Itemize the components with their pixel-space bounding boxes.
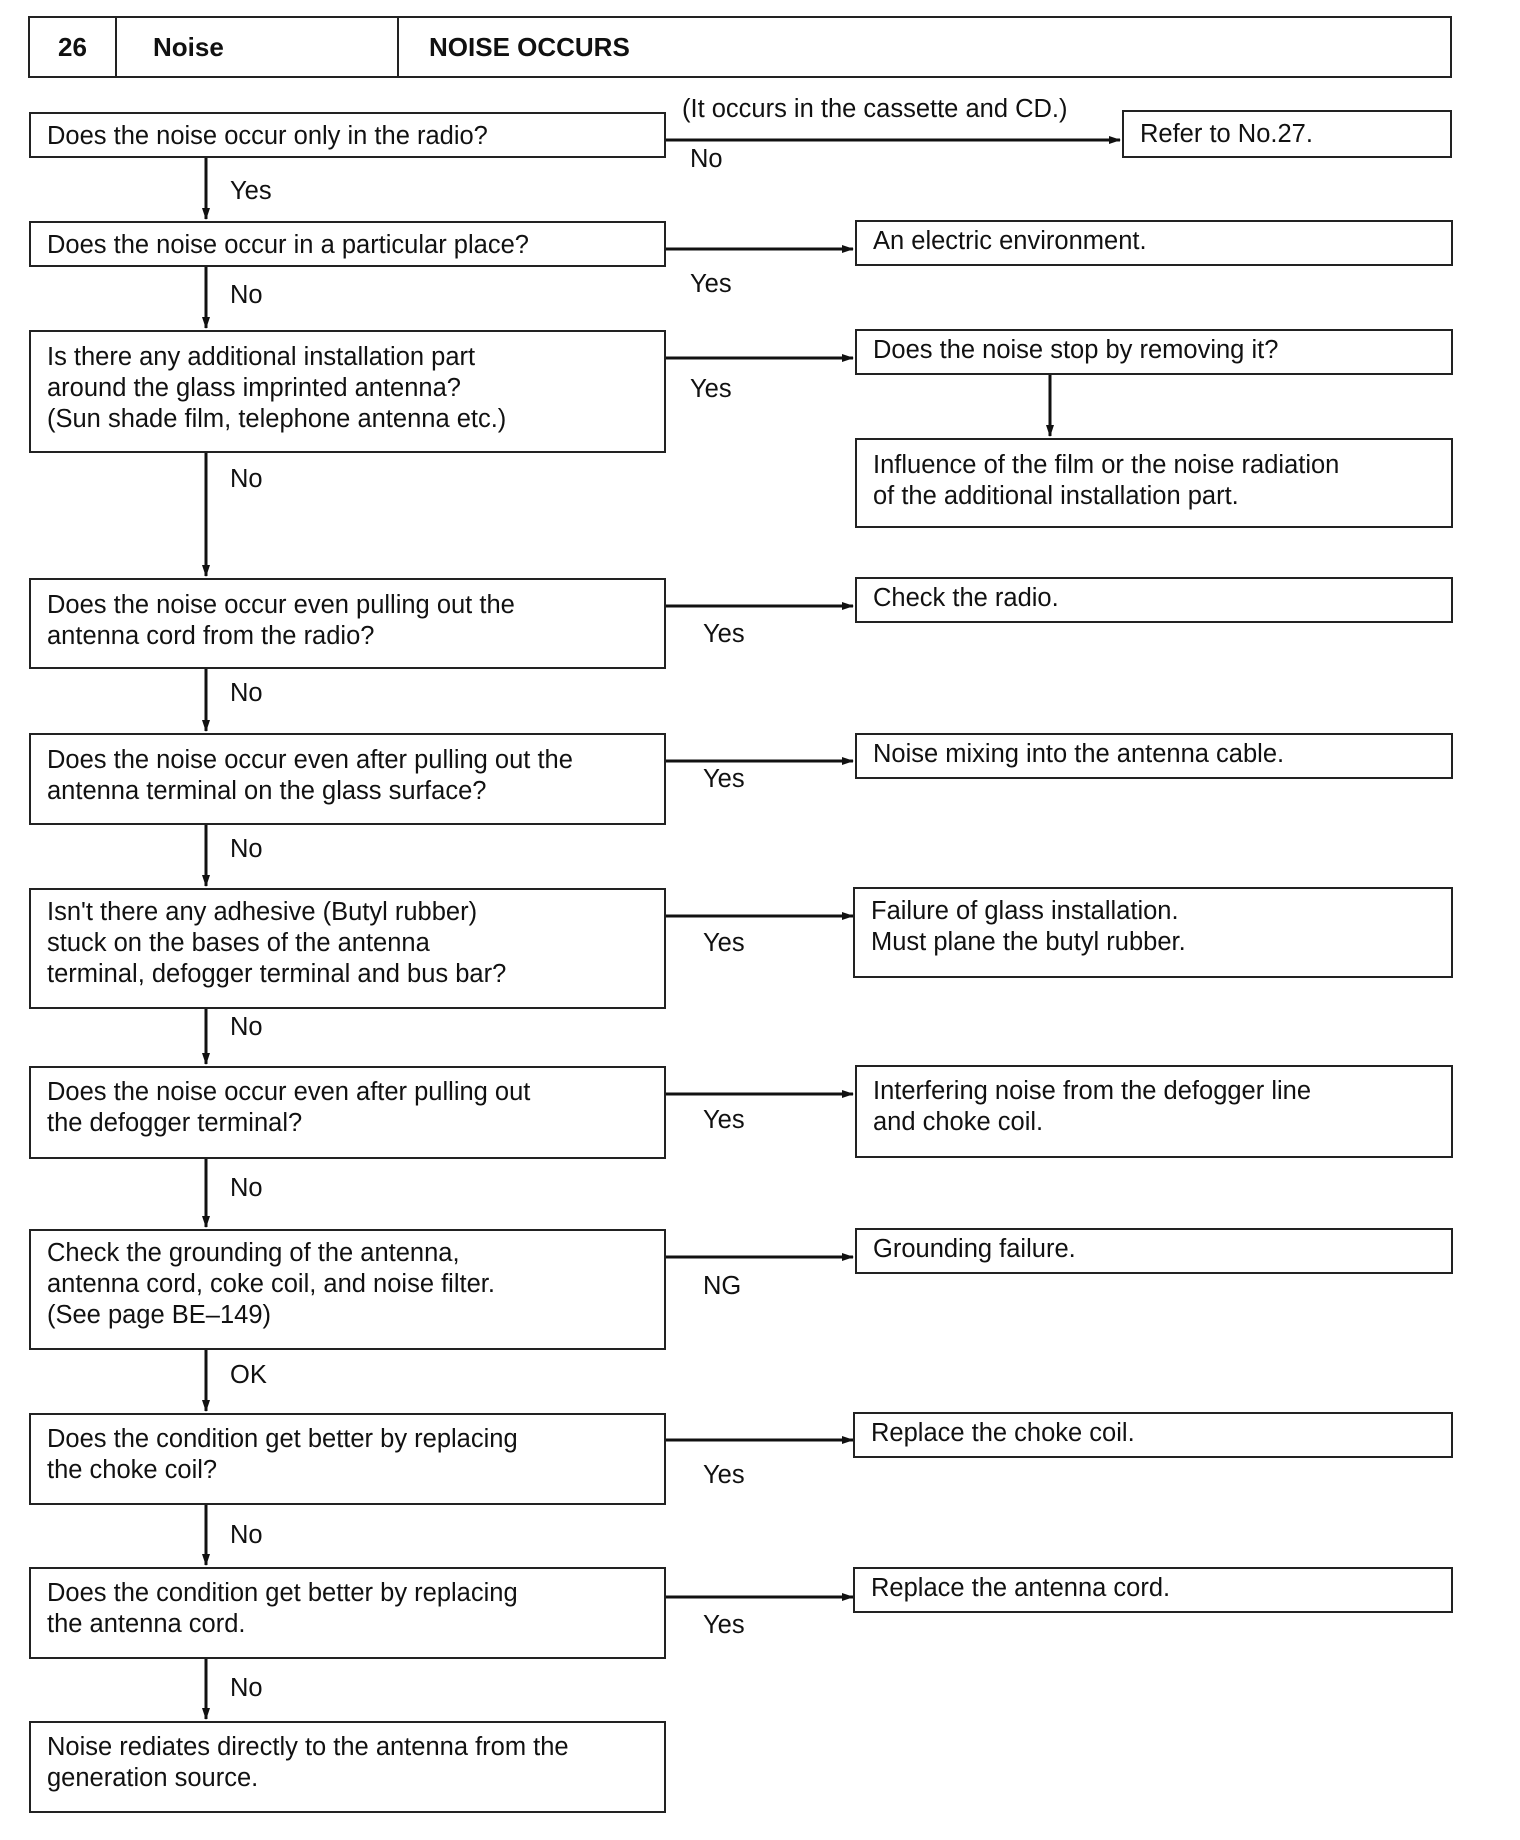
header-category: Noise: [117, 18, 399, 76]
result-box-10: Replace the antenna cord.: [853, 1567, 1453, 1613]
final-result-box: Noise rediates directly to the antenna from the generation source.: [29, 1721, 666, 1813]
question-box-8: Check the grounding of the antenna, antenna cord, coke coil, and noise filter. (See page BE–149): [29, 1229, 666, 1350]
branch-label-6: Yes: [703, 929, 745, 957]
result-box-4: Check the radio.: [855, 577, 1453, 623]
next-label-7: No: [230, 1174, 263, 1202]
next-label-8: OK: [230, 1361, 267, 1389]
note-step-1: (It occurs in the cassette and CD.): [682, 95, 1068, 123]
question-box-9: Does the condition get better by replacing the choke coil?: [29, 1413, 666, 1505]
next-label-10: No: [230, 1674, 263, 1702]
branch-label-1: No: [690, 145, 723, 173]
branch-label-8: NG: [703, 1272, 742, 1300]
branch-label-4: Yes: [703, 620, 745, 648]
result-box-2: An electric environment.: [855, 220, 1453, 266]
result-box-1: Refer to No.27.: [1122, 110, 1452, 158]
branch-label-10: Yes: [703, 1611, 745, 1639]
followup-box-3: Influence of the film or the noise radiation of the additional installation part.: [855, 438, 1453, 528]
result-box-8: Grounding failure.: [855, 1228, 1453, 1274]
question-box-3: Is there any additional installation part around the glass imprinted antenna? (Sun shade film, telephone antenna etc.): [29, 330, 666, 453]
question-box-4: Does the noise occur even pulling out the antenna cord from the radio?: [29, 578, 666, 669]
question-box-1: Does the noise occur only in the radio?: [29, 112, 666, 158]
result-box-9: Replace the choke coil.: [853, 1412, 1453, 1458]
next-label-3: No: [230, 465, 263, 493]
result-box-7: Interfering noise from the defogger line and choke coil.: [855, 1065, 1453, 1158]
next-label-2: No: [230, 281, 263, 309]
branch-label-2: Yes: [690, 270, 732, 298]
question-box-2: Does the noise occur in a particular place?: [29, 221, 666, 267]
question-box-10: Does the condition get better by replacing the antenna cord.: [29, 1567, 666, 1659]
question-box-6: Isn't there any adhesive (Butyl rubber) stuck on the bases of the antenna terminal, defogger terminal and bus bar?: [29, 888, 666, 1009]
branch-label-3: Yes: [690, 375, 732, 403]
header-title: NOISE OCCURS: [429, 31, 630, 62]
next-label-9: No: [230, 1521, 263, 1549]
branch-label-5: Yes: [703, 765, 745, 793]
result-box-6: Failure of glass installation. Must plane the butyl rubber.: [853, 887, 1453, 978]
header-number: 26: [30, 18, 117, 76]
question-box-5: Does the noise occur even after pulling out the antenna terminal on the glass surface?: [29, 733, 666, 825]
branch-label-9: Yes: [703, 1461, 745, 1489]
question-box-7: Does the noise occur even after pulling out the defogger terminal?: [29, 1066, 666, 1159]
next-label-1: Yes: [230, 177, 272, 205]
next-label-4: No: [230, 679, 263, 707]
next-label-6: No: [230, 1013, 263, 1041]
branch-label-7: Yes: [703, 1106, 745, 1134]
result-box-3: Does the noise stop by removing it?: [855, 329, 1453, 375]
next-label-5: No: [230, 835, 263, 863]
result-box-5: Noise mixing into the antenna cable.: [855, 733, 1453, 779]
